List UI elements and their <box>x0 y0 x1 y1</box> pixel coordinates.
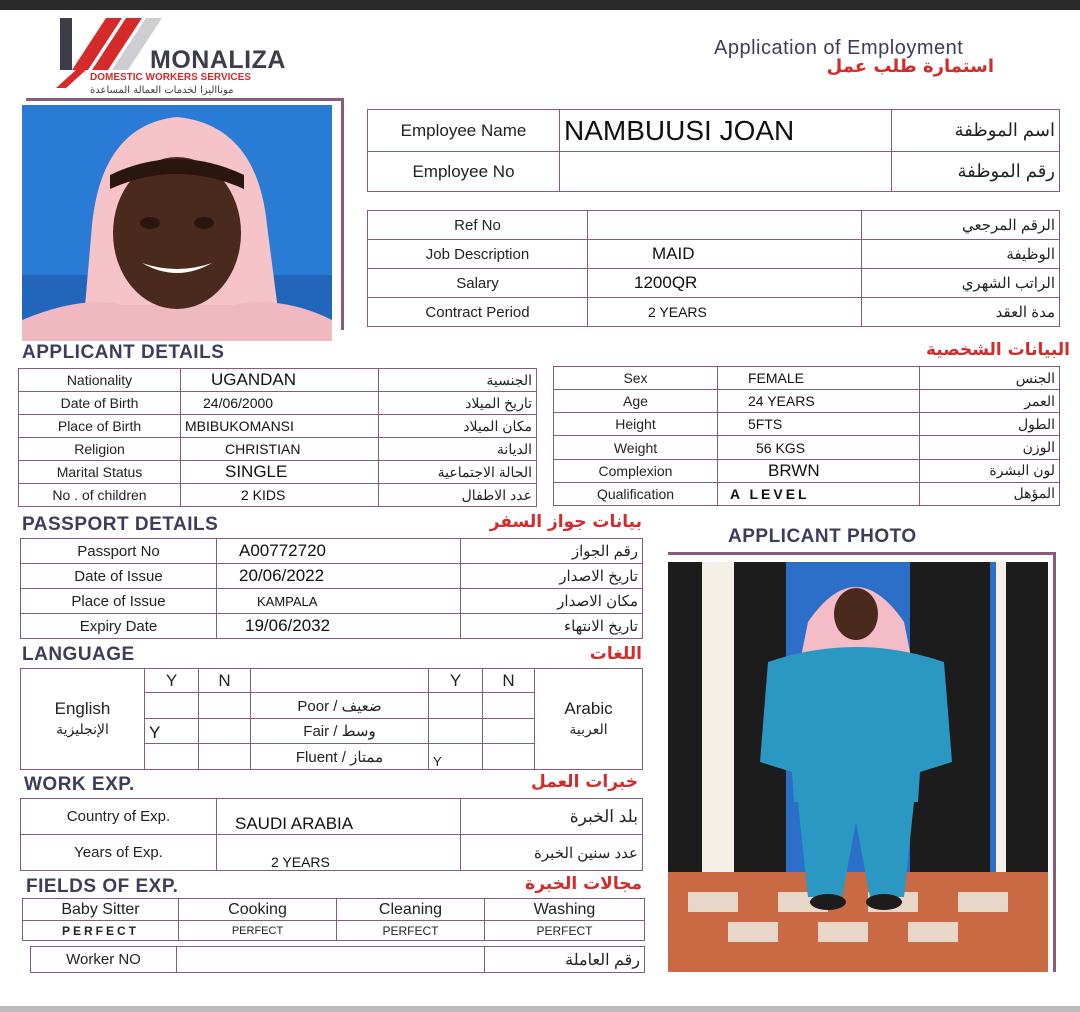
arabic-no-header: N <box>483 669 535 693</box>
age-label: Age <box>554 390 718 413</box>
logo-subtitle-arabic: مونااليزا لخدمات العمالة المساعدة <box>90 85 234 96</box>
qualification-field[interactable]: A LEVEL <box>718 482 920 505</box>
sex-label: Sex <box>554 367 718 390</box>
age-label-arabic: العمر <box>920 390 1060 413</box>
english-label <box>21 669 145 770</box>
fields-exp-title-arabic: مجالات الخبرة <box>525 874 642 894</box>
contract-period-field[interactable]: 2 YEARS <box>588 298 862 327</box>
complexion-field[interactable]: BRWN <box>718 459 920 482</box>
logo-title: MONALIZA <box>150 46 286 74</box>
arabic-poor-yes[interactable] <box>429 693 483 719</box>
applicant-right-table <box>553 366 1060 506</box>
english-text-arabic: الإنجليزية <box>56 721 109 737</box>
language-title-arabic: اللغات <box>589 644 642 664</box>
applicant-details-title-arabic: البيانات الشخصية <box>925 340 1070 360</box>
page-title: Application of Employment <box>714 37 964 59</box>
weight-label-arabic: الوزن <box>920 436 1060 459</box>
date-of-issue-label: Date of Issue <box>21 564 217 589</box>
english-fair-no[interactable] <box>199 718 251 744</box>
weight-field[interactable]: 56 KGS <box>718 436 920 459</box>
contract-period-label-arabic: مدة العقد <box>862 298 1060 327</box>
cooking-header: Cooking <box>179 899 337 921</box>
place-of-issue-label-arabic: مكان الاصدار <box>461 589 643 614</box>
fields-exp-table <box>22 898 645 941</box>
place-of-issue-label: Place of Issue <box>21 589 217 614</box>
employee-name-label: Employee Name <box>368 110 560 152</box>
expiry-date-field[interactable]: 19/06/2032 <box>217 614 461 639</box>
applicant-photo-title: APPLICANT PHOTO <box>728 526 917 547</box>
qualification-label: Qualification <box>554 482 718 505</box>
religion-label: Religion <box>19 438 181 461</box>
marital-status-field[interactable]: SINGLE <box>181 461 379 484</box>
ref-no-label: Ref No <box>368 211 588 240</box>
baby-sitter-value[interactable]: PERFECT <box>23 921 179 941</box>
sex-label-arabic: الجنس <box>920 367 1060 390</box>
arabic-fair-no[interactable] <box>483 718 535 744</box>
baby-sitter-header: Baby Sitter <box>23 899 179 921</box>
salary-field[interactable]: 1200QR <box>588 269 862 298</box>
work-exp-title: WORK EXP. <box>24 774 135 795</box>
date-of-issue-field[interactable]: 20/06/2022 <box>217 564 461 589</box>
job-table <box>367 210 1060 327</box>
employee-no-field[interactable] <box>560 152 892 192</box>
country-exp-label-arabic: بلد الخبرة <box>461 799 643 835</box>
date-of-issue-label-arabic: تاريخ الاصدار <box>461 564 643 589</box>
work-exp-title-arabic: خبرات العمل <box>531 772 638 792</box>
english-text: English <box>54 699 111 718</box>
ref-no-field[interactable] <box>588 211 862 240</box>
employee-name-label-arabic: اسم الموظفة <box>892 110 1060 152</box>
job-description-field[interactable]: MAID <box>588 240 862 269</box>
employee-table <box>367 109 1060 192</box>
english-poor-no[interactable] <box>199 693 251 719</box>
height-field[interactable]: 5FTS <box>718 413 920 436</box>
job-description-label-arabic: الوظيفة <box>862 240 1060 269</box>
contract-period-label: Contract Period <box>368 298 588 327</box>
washing-value[interactable]: PERFECT <box>485 921 645 941</box>
children-label: No . of children <box>19 484 181 507</box>
country-exp-label: Country of Exp. <box>21 799 217 835</box>
date-of-birth-label: Date of Birth <box>19 392 181 415</box>
job-description-label: Job Description <box>368 240 588 269</box>
top-bar <box>0 0 1080 10</box>
age-field[interactable]: 24 YEARS <box>718 390 920 413</box>
date-of-birth-field[interactable]: 24/06/2000 <box>181 392 379 415</box>
nationality-label-arabic: الجنسية <box>379 369 537 392</box>
arabic-label <box>535 669 643 770</box>
applicant-full-photo <box>668 562 1048 972</box>
passport-details-title-arabic: بيانات جواز السفر <box>489 512 642 532</box>
qualification-label-arabic: المؤهل <box>920 482 1060 505</box>
height-label-arabic: الطول <box>920 413 1060 436</box>
cleaning-value[interactable]: PERFECT <box>337 921 485 941</box>
bottom-bar <box>0 1006 1080 1012</box>
employee-no-label-arabic: رقم الموظفة <box>892 152 1060 192</box>
work-exp-table <box>20 798 643 871</box>
nationality-field[interactable]: UGANDAN <box>181 369 379 392</box>
fields-exp-title: FIELDS OF EXP. <box>26 876 179 897</box>
applicant-headshot <box>22 105 332 341</box>
passport-no-label: Passport No <box>21 539 217 564</box>
arabic-text: Arabic <box>564 699 613 718</box>
passport-details-title: PASSPORT DETAILS <box>22 514 219 535</box>
nationality-label: Nationality <box>19 369 181 392</box>
worker-no-label-arabic: رقم العاملة <box>485 947 645 973</box>
ref-no-label-arabic: الرقم المرجعي <box>862 211 1060 240</box>
english-fluent-no[interactable] <box>199 744 251 770</box>
passport-no-label-arabic: رقم الجواز <box>461 539 643 564</box>
complexion-label: Complexion <box>554 459 718 482</box>
english-yes-header: Y <box>145 669 199 693</box>
place-of-birth-label: Place of Birth <box>19 415 181 438</box>
logo-subtitle: DOMESTIC WORKERS SERVICES <box>90 72 251 83</box>
salary-label: Salary <box>368 269 588 298</box>
language-table <box>20 668 643 770</box>
worker-no-label: Worker NO <box>31 947 177 973</box>
place-of-birth-label-arabic: مكان الميلاد <box>379 415 537 438</box>
english-poor-yes[interactable] <box>145 693 199 719</box>
height-label: Height <box>554 413 718 436</box>
arabic-fluent-yes[interactable]: Y <box>429 744 483 770</box>
level-poor: Poor / ضعيف <box>251 693 429 719</box>
arabic-text-arabic: العربية <box>569 721 608 737</box>
passport-no-field[interactable]: A00772720 <box>217 539 461 564</box>
english-fluent-yes[interactable] <box>145 744 199 770</box>
place-of-issue-field[interactable]: KAMPALA <box>217 589 461 614</box>
marital-status-label: Marital Status <box>19 461 181 484</box>
level-fluent: Fluent / ممتاز <box>251 744 429 770</box>
years-exp-label: Years of Exp. <box>21 835 217 871</box>
page-title-arabic: استمارة طلب عمل <box>826 56 994 77</box>
years-exp-label-arabic: عدد سنين الخبرة <box>461 835 643 871</box>
place-of-birth-field[interactable]: MBIBUKOMANSI <box>181 415 379 438</box>
company-logo <box>52 16 312 96</box>
complexion-label-arabic: لون البشرة <box>920 459 1060 482</box>
english-fair-yes[interactable]: Y <box>145 718 199 744</box>
language-title: LANGUAGE <box>22 644 135 665</box>
marital-status-label-arabic: الحالة الاجتماعية <box>379 461 537 484</box>
date-of-birth-label-arabic: تاريخ الميلاد <box>379 392 537 415</box>
sex-field[interactable]: FEMALE <box>718 367 920 390</box>
years-exp-field[interactable]: 2 YEARS <box>217 835 461 871</box>
arabic-yes-header: Y <box>429 669 483 693</box>
english-no-header: N <box>199 669 251 693</box>
level-fair: Fair / وسط <box>251 718 429 744</box>
worker-no-field[interactable] <box>177 947 485 973</box>
salary-label-arabic: الراتب الشهري <box>862 269 1060 298</box>
applicant-details-title: APPLICANT DETAILS <box>22 342 225 363</box>
washing-header: Washing <box>485 899 645 921</box>
arabic-fluent-no[interactable] <box>483 744 535 770</box>
employee-no-label: Employee No <box>368 152 560 192</box>
children-label-arabic: عدد الاطفال <box>379 484 537 507</box>
expiry-date-label-arabic: تاريخ الانتهاء <box>461 614 643 639</box>
expiry-date-label: Expiry Date <box>21 614 217 639</box>
employee-name-field[interactable]: NAMBUUSI JOAN <box>560 110 892 152</box>
arabic-fair-yes[interactable] <box>429 718 483 744</box>
country-exp-field[interactable]: SAUDI ARABIA <box>217 799 461 835</box>
religion-field[interactable]: CHRISTIAN <box>181 438 379 461</box>
cooking-value[interactable]: PERFECT <box>179 921 337 941</box>
religion-label-arabic: الديانة <box>379 438 537 461</box>
weight-label: Weight <box>554 436 718 459</box>
applicant-left-table <box>18 368 537 507</box>
children-field[interactable]: 2 KIDS <box>181 484 379 507</box>
arabic-poor-no[interactable] <box>483 693 535 719</box>
worker-no-table <box>30 946 645 973</box>
cleaning-header: Cleaning <box>337 899 485 921</box>
passport-table <box>20 538 643 639</box>
